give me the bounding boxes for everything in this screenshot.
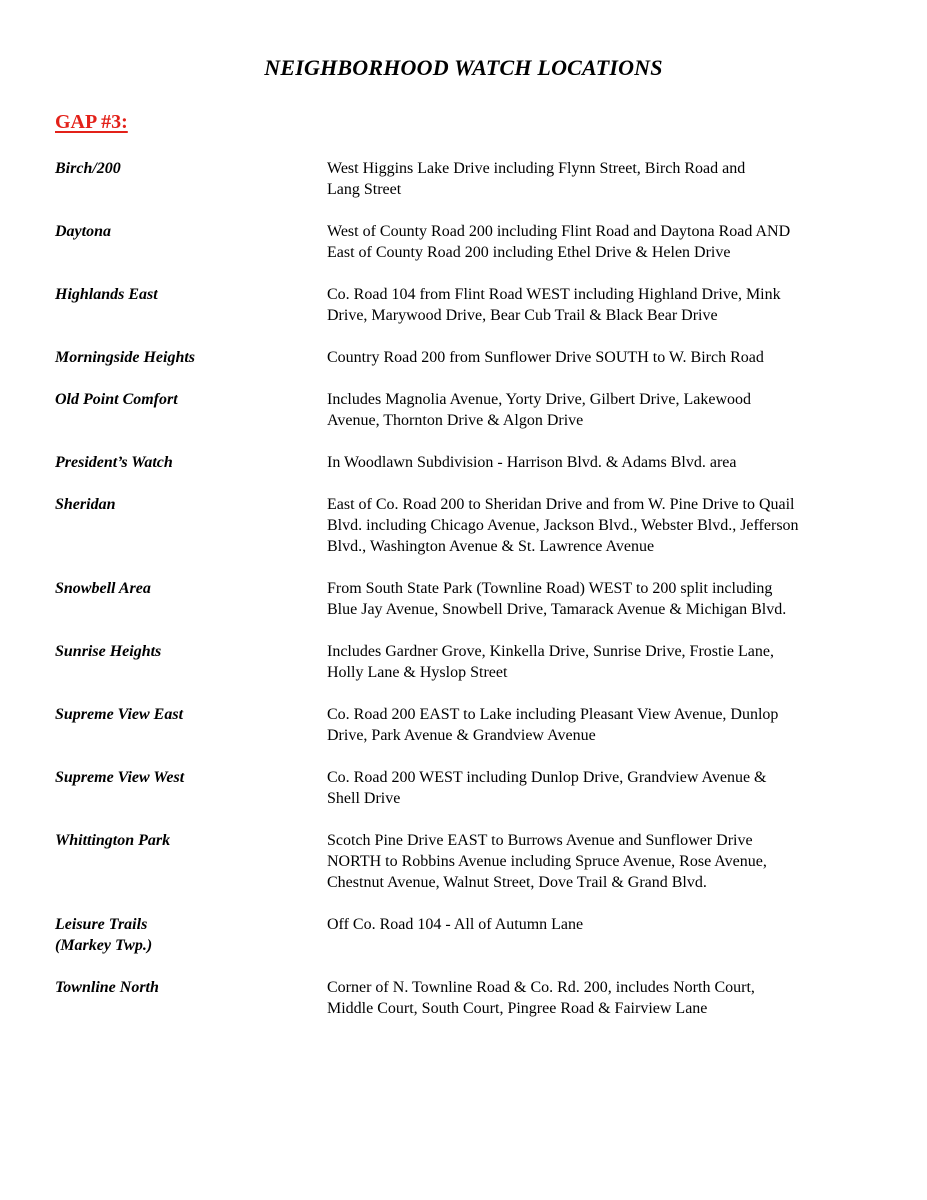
location-row	[55, 704, 885, 746]
location-name: Snowbell Area	[55, 580, 151, 597]
page-title: NEIGHBORHOOD WATCH LOCATIONS	[264, 55, 663, 80]
location-row	[55, 389, 885, 431]
location-name: Morningside Heights	[55, 349, 196, 366]
location-description: Co. Road 104 from Flint Road WEST including Highland Drive, Mink Drive, Marywood Drive, Bear Cub Trail & Black Bear Drive	[327, 286, 781, 324]
location-name: Birch/200	[55, 160, 121, 177]
location-description: Off Co. Road 104 - All of Autumn Lane	[327, 916, 584, 933]
location-row	[55, 347, 885, 368]
location-name: Leisure Trails (Markey Twp.)	[55, 916, 153, 954]
location-name: President’s Watch	[55, 454, 173, 471]
location-description: Co. Road 200 EAST to Lake including Pleasant View Avenue, Dunlop Drive, Park Avenue & Grandview Avenue	[327, 706, 779, 744]
location-name: Highlands East	[55, 286, 158, 303]
location-description: In Woodlawn Subdivision - Harrison Blvd. & Adams Blvd. area	[327, 454, 737, 471]
location-row	[55, 830, 885, 893]
location-name: Townline North	[55, 979, 159, 996]
location-row	[55, 494, 885, 557]
location-description: West Higgins Lake Drive including Flynn Street, Birch Road and Lang Street	[327, 160, 746, 198]
location-row	[55, 158, 885, 200]
location-description: From South State Park (Townline Road) WEST to 200 split including Blue Jay Avenue, Snowbell Drive, Tamarack Avenue & Michigan Blvd.	[327, 580, 787, 618]
locations-list	[55, 158, 885, 1040]
location-row	[55, 578, 885, 620]
section-heading: GAP #3:	[55, 111, 128, 133]
location-row	[55, 641, 885, 683]
location-row	[55, 452, 885, 473]
location-name: Supreme View East	[55, 706, 184, 723]
location-description: Includes Magnolia Avenue, Yorty Drive, Gilbert Drive, Lakewood Avenue, Thornton Drive & Algon Drive	[327, 391, 752, 429]
location-row	[55, 914, 885, 956]
location-name: Daytona	[55, 223, 111, 240]
location-name: Supreme View West	[55, 769, 185, 786]
location-description: Scotch Pine Drive EAST to Burrows Avenue and Sunflower Drive NORTH to Robbins Avenue including Spruce Avenue, Rose Avenue, Chestnut Avenue, Walnut Street, Dove Trail & Grand Blvd.	[327, 832, 767, 891]
location-name: Sheridan	[55, 496, 116, 513]
location-description: West of County Road 200 including Flint Road and Daytona Road AND East of County Road 200 including Ethel Drive & Helen Drive	[327, 223, 791, 261]
location-description: Country Road 200 from Sunflower Drive SOUTH to W. Birch Road	[327, 349, 764, 366]
location-description: Corner of N. Townline Road & Co. Rd. 200, includes North Court, Middle Court, South Court, Pingree Road & Fairview Lane	[327, 979, 755, 1017]
location-name: Whittington Park	[55, 832, 171, 849]
location-description: East of Co. Road 200 to Sheridan Drive and from W. Pine Drive to Quail Blvd. including Chicago Avenue, Jackson Blvd., Webster Blvd., Jefferson Blvd., Washington Avenue & St. Lawrence Avenue	[327, 496, 799, 555]
location-name: Sunrise Heights	[55, 643, 162, 660]
location-row	[55, 767, 885, 809]
location-name: Old Point Comfort	[55, 391, 178, 408]
location-row	[55, 284, 885, 326]
location-row	[55, 221, 885, 263]
location-row	[55, 977, 885, 1019]
location-description: Co. Road 200 WEST including Dunlop Drive, Grandview Avenue & Shell Drive	[327, 769, 767, 807]
location-description: Includes Gardner Grove, Kinkella Drive, Sunrise Drive, Frostie Lane, Holly Lane & Hyslop Street	[327, 643, 774, 681]
